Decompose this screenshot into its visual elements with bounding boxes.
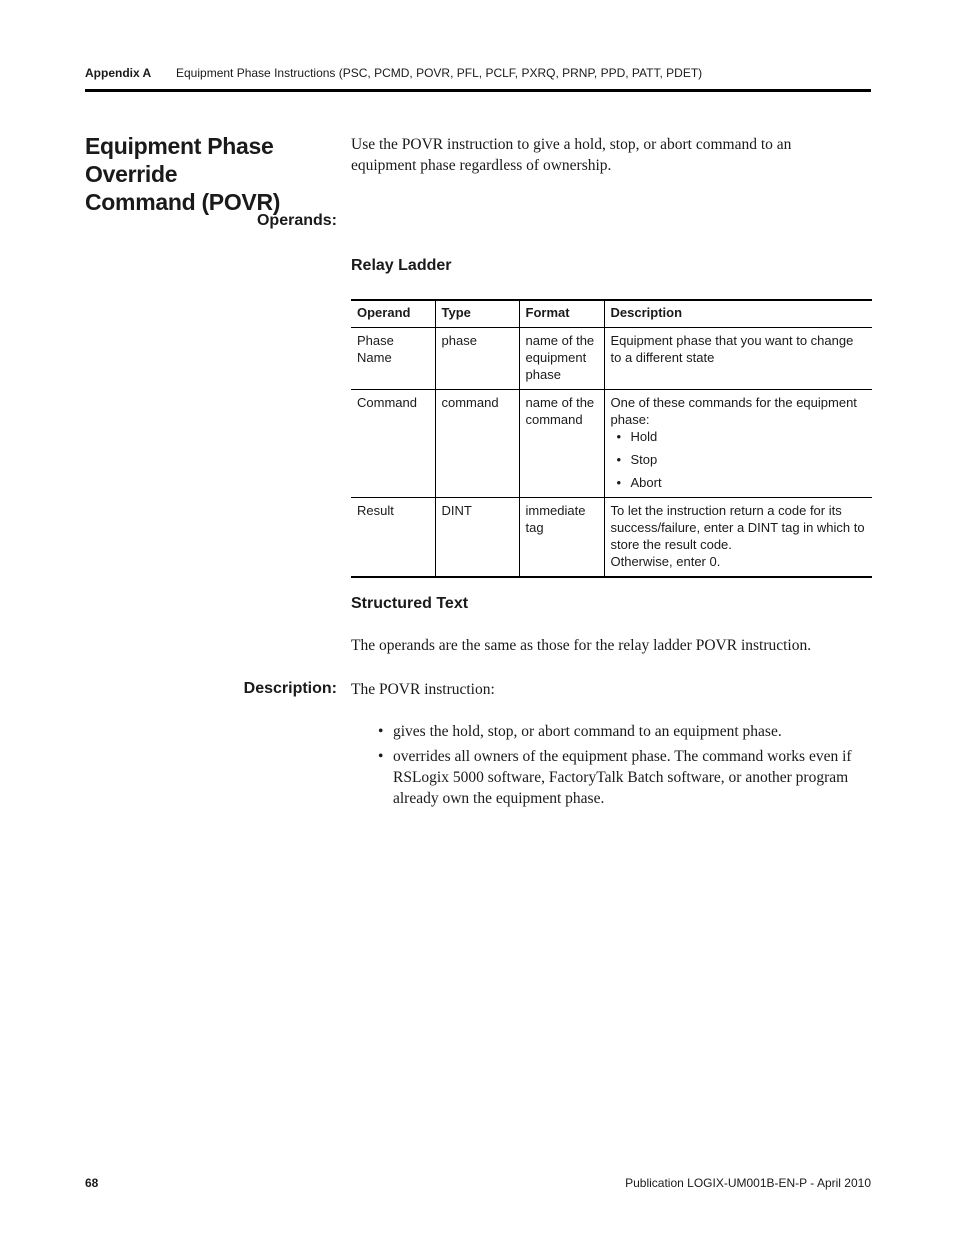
result-description: To let the instruction return a code for its success/failure, enter a DINT tag in which to store the result code. — [610, 503, 865, 552]
cell-operand: Result — [357, 503, 394, 518]
operands-table — [351, 299, 872, 578]
list-item: • overrides all owners of the equipment phase. The command works even if RSLogix 5000 software, FactoryTalk Batch software, or another program already own the equipment phase. — [378, 746, 873, 809]
cell-description — [604, 498, 872, 578]
cell-description: Equipment phase that you want to change to a different state — [604, 328, 872, 390]
running-header — [85, 66, 703, 80]
command-item-abort: • Abort — [631, 474, 867, 491]
cell-format: name of the command — [519, 390, 604, 498]
command-list — [611, 428, 867, 491]
section-title-line1: Equipment Phase Override — [85, 133, 274, 187]
section-title — [85, 132, 335, 216]
command-item-stop: • Stop — [631, 451, 867, 468]
table-row — [351, 390, 872, 498]
description-label: Description: — [243, 680, 337, 697]
command-item-hold: • Hold — [631, 428, 867, 445]
col-header-operand: Operand — [357, 305, 411, 320]
section-intro: Use the POVR instruction to give a hold, stop, or abort command to an equipment phase regardless of ownership. — [351, 136, 792, 174]
command-description: One of these commands for the equipment phase: — [610, 395, 857, 427]
structured-text-body: The operands are the same as those for the relay ladder POVR instruction. — [351, 637, 812, 654]
cell-operand: Phase Name — [357, 333, 394, 365]
publication-info: Publication LOGIX-UM001B-EN-P - April 2010 — [625, 1176, 871, 1190]
cell-type: DINT — [435, 498, 519, 578]
page-number: 68 — [85, 1176, 99, 1190]
col-header-description: Description — [604, 300, 872, 328]
operands-label: Operands: — [256, 212, 337, 229]
structured-text-heading: Structured Text — [351, 595, 469, 612]
cell-format: name of the equipment phase — [519, 328, 604, 390]
header-rule — [85, 89, 871, 92]
table-row — [351, 498, 872, 578]
section-title-line2: Command (POVR) — [85, 189, 281, 215]
cell-type: command — [435, 390, 519, 498]
description-list — [378, 721, 873, 813]
col-header-format: Format — [519, 300, 604, 328]
relay-ladder-heading: Relay Ladder — [351, 257, 452, 274]
appendix-label: Appendix A — [85, 66, 152, 80]
col-header-type: Type — [435, 300, 519, 328]
cell-operand: Command — [357, 395, 417, 410]
result-description-otherwise: Otherwise, enter 0. — [610, 554, 721, 569]
header-title: Equipment Phase Instructions (PSC, PCMD, POVR, PFL, PCLF, PXRQ, PRNP, PPD, PATT, PDET) — [176, 66, 703, 80]
table-row — [351, 328, 872, 390]
description-intro: The POVR instruction: — [351, 681, 495, 698]
list-item: • gives the hold, stop, or abort command to an equipment phase. — [378, 721, 873, 742]
cell-type: phase — [435, 328, 519, 390]
cell-format: immediate tag — [519, 498, 604, 578]
cell-description — [604, 390, 872, 498]
table-header-row — [351, 300, 872, 328]
